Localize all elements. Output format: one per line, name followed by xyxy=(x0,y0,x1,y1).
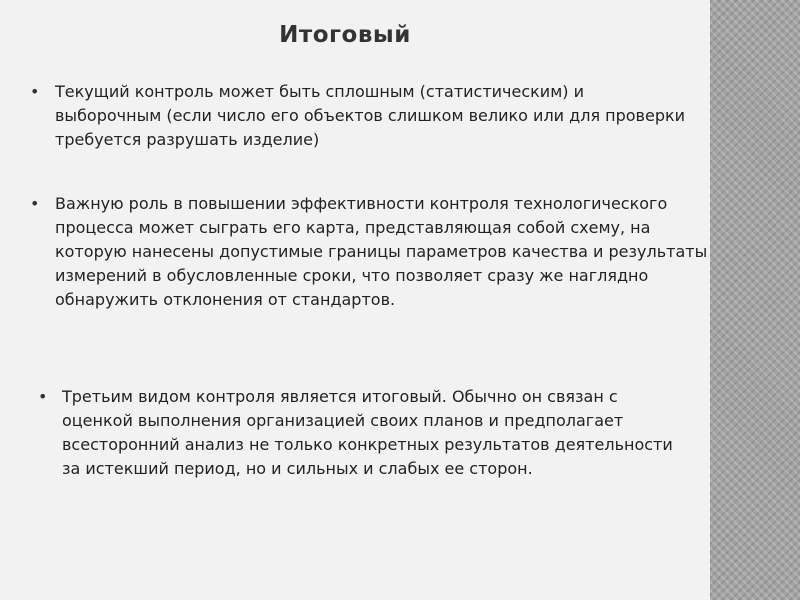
slide-title: Итоговый xyxy=(279,22,411,48)
bullet-item-3 xyxy=(38,385,688,481)
bullet-item-1 xyxy=(30,80,690,152)
bullet-text-1: Текущий контроль может быть сплошным (статистическим) и выборочным (если число его объектов слишком велико или для проверки требуется разрушать изделие) xyxy=(55,82,686,149)
bullet-text-2: Важную роль в повышении эффективности контроля технологического процесса может сыграть его карта, представляющая собой схему, на которую нанесены допустимые границы параметров качества и результаты измерений в обусловленные сроки, что позволяет сразу же наглядно обнаружить отклонения от стандартов. xyxy=(55,194,708,309)
bullet-text-3: Третьим видом контроля является итоговый. Обычно он связан с оценкой выполнения организацией своих планов и предполагает всесторонний анализ не только конкретных результатов деятельности за истекший период, но и сильных и слабых ее сторон. xyxy=(62,387,673,478)
bullet-item-2 xyxy=(30,192,710,312)
decorative-side-stripe xyxy=(710,0,800,600)
bullet-marker: • xyxy=(30,82,40,101)
bullet-marker: • xyxy=(38,387,48,406)
bullet-marker: • xyxy=(30,194,40,213)
